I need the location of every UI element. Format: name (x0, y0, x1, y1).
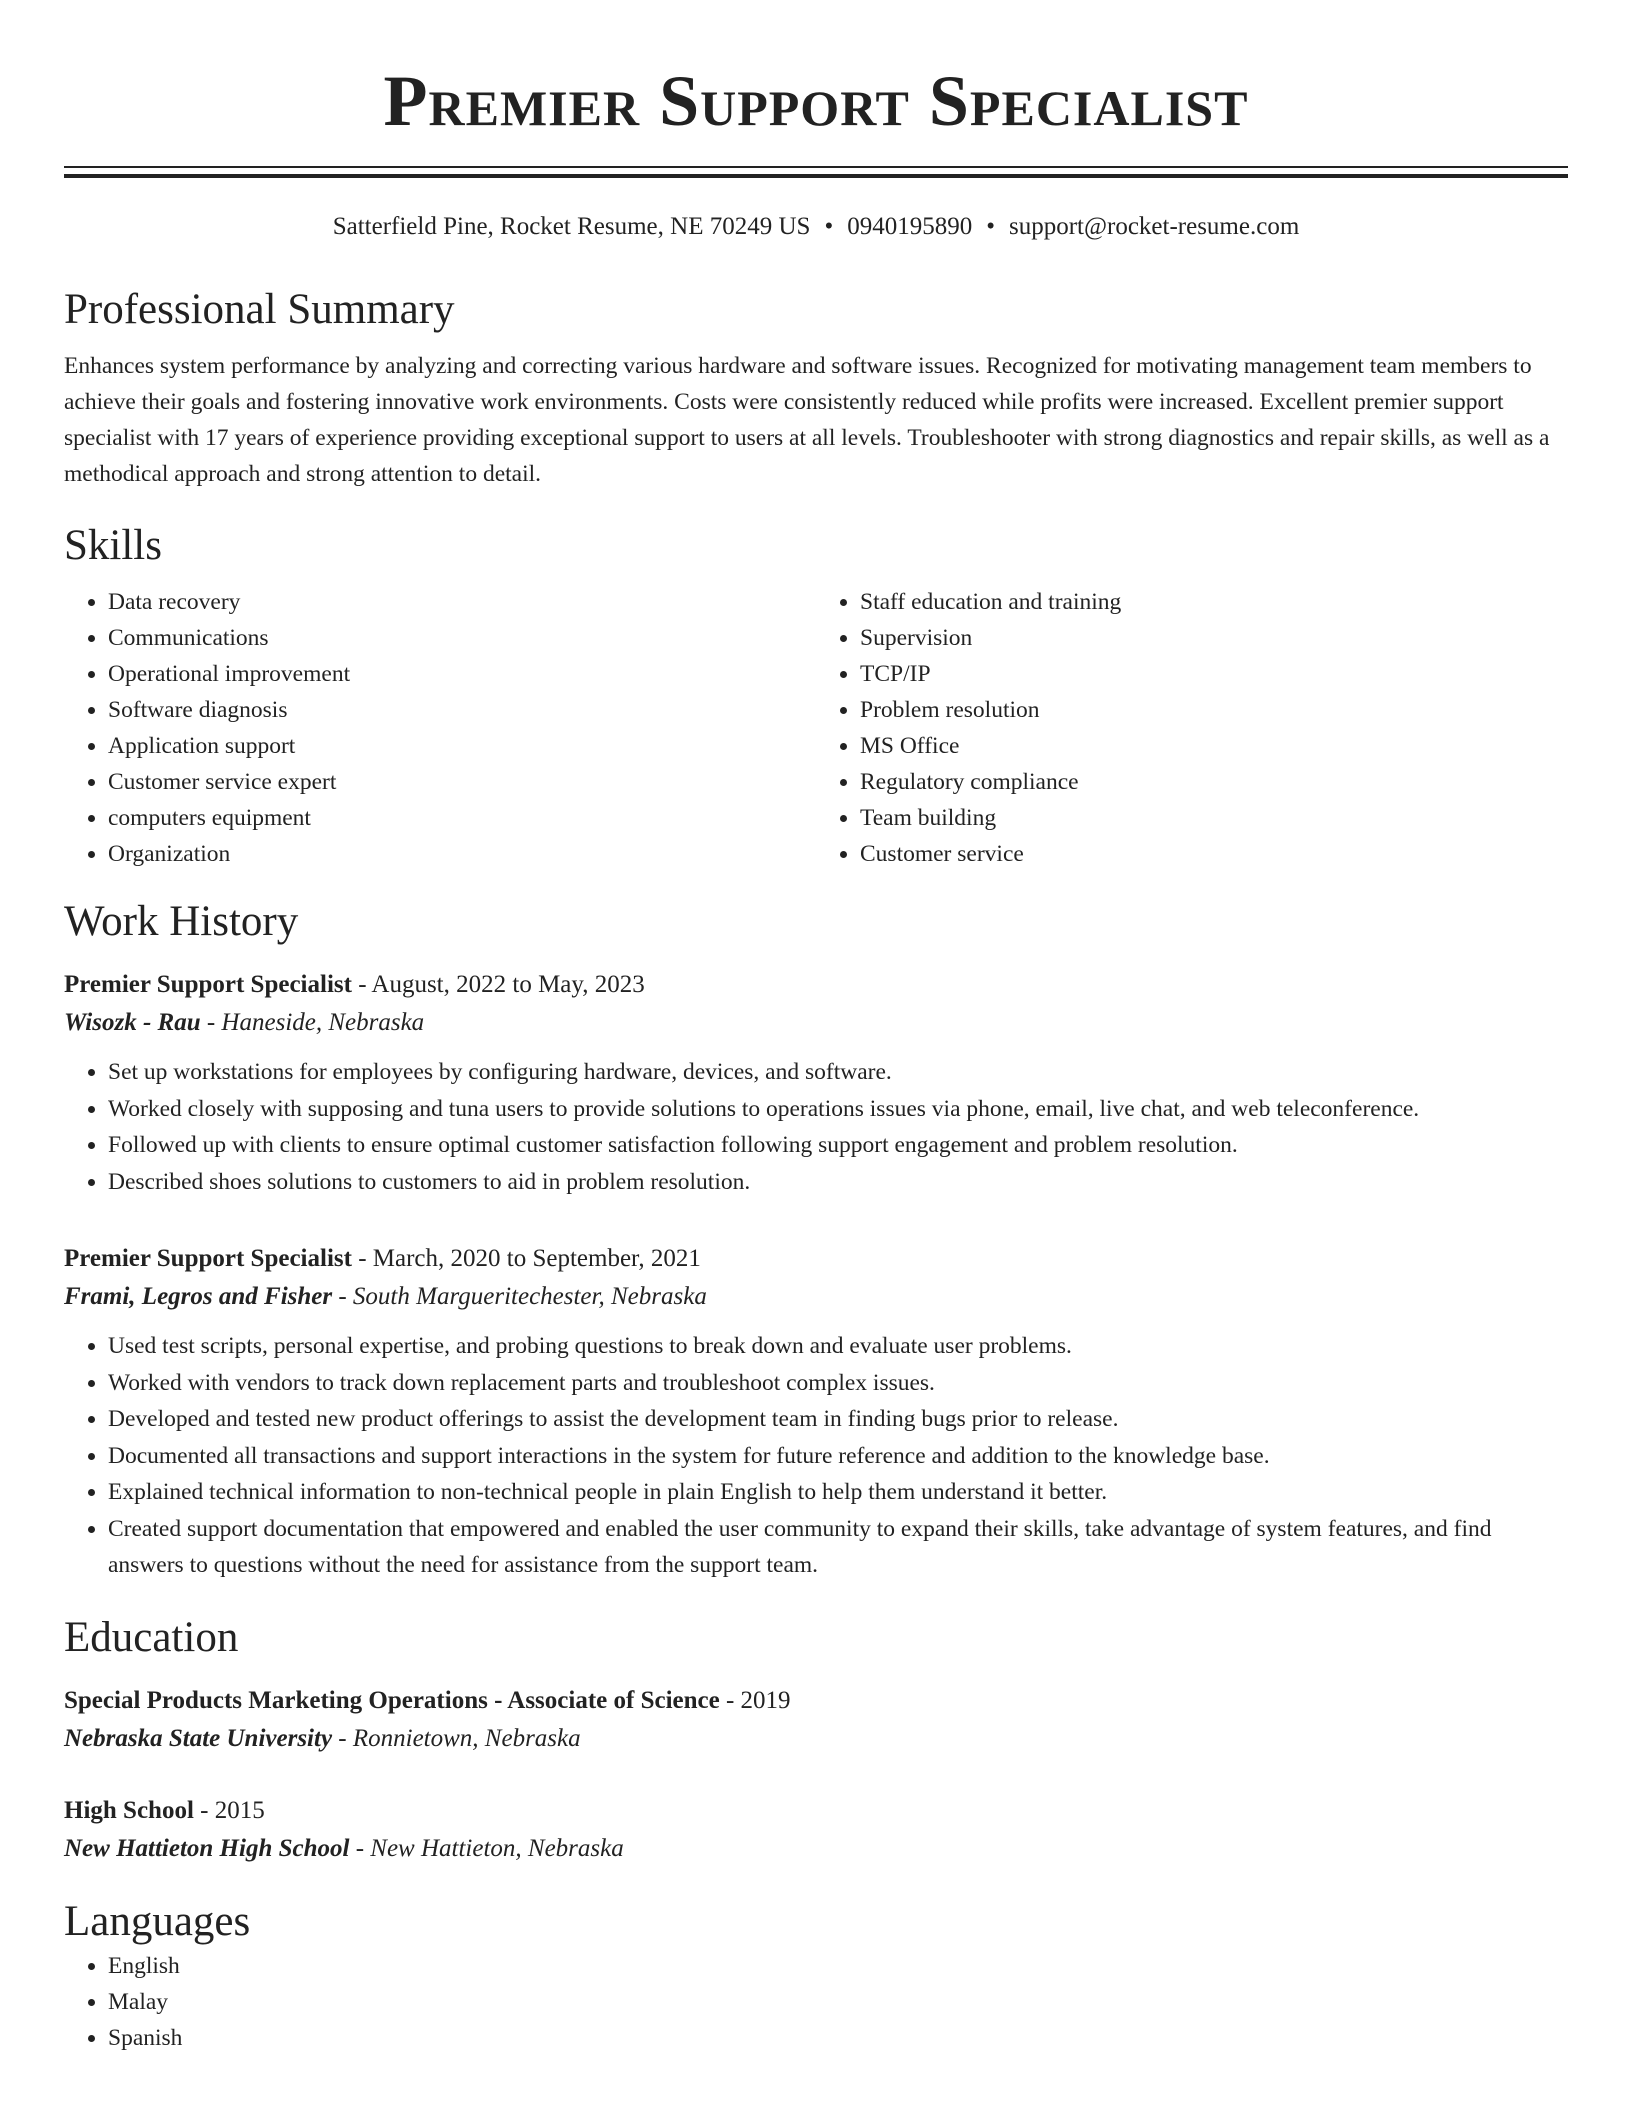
language-item: • Malay (108, 1984, 1568, 2020)
job-location: - Haneside, Nebraska (206, 1009, 425, 1036)
job-bullet: • Set up workstations for employees by configuring hardware, devices, and software. (108, 1054, 1568, 1091)
skill-item: • Customer service expert (108, 764, 816, 800)
summary-heading: Professional Summary (64, 286, 455, 333)
job-location: - South Margueritechester, Nebraska (338, 1283, 707, 1310)
skill-item: • Organization (108, 836, 816, 872)
language-item: • Spanish (108, 2020, 1568, 2056)
contact-separator: • (986, 213, 995, 240)
summary-text: Enhances system performance by analyzing and correcting various hardware and software issues. Recognized for motivating management team members to achieve their goals and fostering innovative work environments. Costs were consistently reduced while profits were increased. Excellent premier support specialist with 17 years of experience providing exceptional support to users at all levels. Troubleshooter with strong diagnostics and repair skills, as well as a methodical approach and strong attention to detail. (64, 353, 1550, 487)
skills-list-left (64, 584, 816, 872)
education-degree: High School (64, 1796, 194, 1824)
contact-address: Satterfield Pine, Rocket Resume, NE 70249 US (332, 213, 811, 240)
job-bullet: • Followed up with clients to ensure optimal customer satisfaction following support engagement and problem resolution. (108, 1127, 1568, 1164)
job-bullet: • Created support documentation that empowered and enabled the user community to expand their skills, take advantage of system features, and find answers to questions without the need for assistance from the support team. (108, 1511, 1568, 1584)
job-company: Frami, Legros and Fisher (64, 1283, 333, 1310)
resume-title: Premier Support Specialist (383, 61, 1249, 141)
skill-item: • computers equipment (108, 800, 816, 836)
education-degree-line (64, 1682, 1568, 1720)
job-title-line (64, 1240, 1568, 1278)
skill-item: • Team building (860, 800, 1568, 836)
skill-item: • Software diagnosis (108, 692, 816, 728)
job-bullet: • Used test scripts, personal expertise, and probing questions to break down and evaluate user problems. (108, 1328, 1568, 1365)
language-item: • English (108, 1948, 1568, 1984)
education-degree: Special Products Marketing Operations - Associate of Science (64, 1686, 720, 1714)
education-school: Nebraska State University (64, 1724, 333, 1752)
skills-columns (64, 584, 1568, 872)
skill-item: • MS Office (860, 728, 1568, 764)
title-rule-thick (64, 174, 1568, 178)
skill-item: • Data recovery (108, 584, 816, 620)
skills-list-right (816, 584, 1568, 872)
education-location: - Ronnietown, Nebraska (338, 1724, 581, 1752)
job-entry (64, 1240, 1568, 1584)
job-bullet: • Explained technical information to non-technical people in plain English to help them understand it better. (108, 1474, 1568, 1511)
job-bullets (64, 1328, 1568, 1584)
job-bullet: • Worked closely with supposing and tuna users to provide solutions to operations issues via phone, email, live chat, and web teleconference. (108, 1091, 1568, 1128)
education-heading: Education (64, 1613, 239, 1661)
education-school-line (64, 1830, 1568, 1868)
skill-item: • TCP/IP (860, 656, 1568, 692)
education-entry (64, 1682, 1568, 1758)
languages-list (64, 1948, 1568, 2056)
skill-item: • Application support (108, 728, 816, 764)
work-history-heading: Work History (64, 898, 299, 945)
education-school: New Hattieton High School (64, 1834, 350, 1862)
contact-email: support@rocket-resume.com (1008, 213, 1300, 240)
job-entry (64, 966, 1568, 1200)
languages-heading: Languages (64, 1897, 251, 1945)
education-entry (64, 1792, 1568, 1868)
skills-heading: Skills (64, 522, 162, 569)
job-company: Wisozk - Rau (64, 1009, 201, 1036)
job-bullet: • Described shoes solutions to customers to aid in problem resolution. (108, 1164, 1568, 1201)
skill-item: • Regulatory compliance (860, 764, 1568, 800)
skill-item: • Operational improvement (108, 656, 816, 692)
title-rule-thin (64, 166, 1568, 168)
job-bullet: • Documented all transactions and support interactions in the system for future reference and addition to the knowledge base. (108, 1438, 1568, 1475)
contact-phone: 0940195890 (847, 213, 973, 240)
job-title: Premier Support Specialist (64, 971, 352, 998)
job-title-line (64, 966, 1568, 1004)
job-company-line (64, 1278, 1568, 1316)
job-bullet: • Developed and tested new product offerings to assist the development team in finding bugs prior to release. (108, 1401, 1568, 1438)
job-dates: - March, 2020 to September, 2021 (358, 1245, 701, 1272)
skill-item: • Supervision (860, 620, 1568, 656)
contact-line (64, 210, 1568, 244)
skill-item: • Customer service (860, 836, 1568, 872)
job-bullet: • Worked with vendors to track down replacement parts and troubleshoot complex issues. (108, 1365, 1568, 1402)
skill-item: • Staff education and training (860, 584, 1568, 620)
education-year: - 2019 (725, 1686, 791, 1714)
job-dates: - August, 2022 to May, 2023 (358, 971, 645, 998)
skill-item: • Problem resolution (860, 692, 1568, 728)
contact-separator: • (824, 213, 834, 240)
skill-item: • Communications (108, 620, 816, 656)
education-location: - New Hattieton, Nebraska (355, 1834, 624, 1862)
education-year: - 2015 (200, 1796, 265, 1824)
job-bullets (64, 1054, 1568, 1200)
education-school-line (64, 1720, 1568, 1758)
job-title: Premier Support Specialist (64, 1245, 352, 1272)
job-company-line (64, 1004, 1568, 1042)
education-degree-line (64, 1792, 1568, 1830)
